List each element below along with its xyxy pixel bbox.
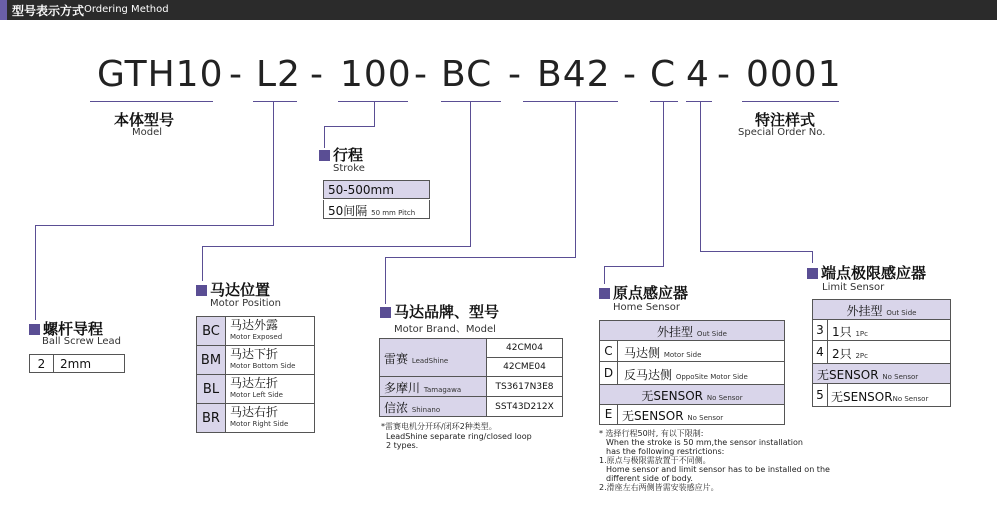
connector-home-sensor <box>604 266 664 267</box>
stroke-pitch-cn: 50间隔 <box>328 204 368 218</box>
motor-brand-title-en: Motor Brand、Model <box>394 324 496 335</box>
brand-note-en: 2 types. <box>386 441 419 450</box>
connector-home-sensor <box>663 101 664 267</box>
stroke-pitch-cell <box>323 200 430 219</box>
connector-lead <box>273 101 274 226</box>
brand-cell-tamagawa <box>379 376 487 397</box>
home-sensor-desc-cn: 无SENSOR <box>622 409 684 423</box>
brand-name-en: Shinano <box>411 406 441 414</box>
connector-stroke <box>374 101 375 127</box>
brand-model-cell <box>486 357 563 377</box>
underline-lead <box>253 101 297 102</box>
brand-model: TS3617N3E8 <box>495 382 554 392</box>
motor-position-desc-en: Motor Bottom Side <box>230 362 296 370</box>
connector-motor-position <box>470 101 471 247</box>
limit-sensor-title <box>807 262 926 283</box>
header-accent <box>0 0 7 20</box>
underline-limit-sensor <box>686 101 712 102</box>
stroke-title-cn: 行程 <box>333 146 364 164</box>
brand-name-cn: 信浓 <box>384 401 409 415</box>
motor-position-desc-cell <box>225 345 315 375</box>
brand-note-en: LeadShine separate ring/closed loop <box>386 432 532 441</box>
limit-sensor-desc-cell <box>827 340 951 364</box>
limit-sensor-desc-en: 1Pc <box>855 330 868 338</box>
code-dash: - <box>717 54 731 95</box>
underline-model <box>90 101 213 102</box>
home-sensor-note-line: Home sensor and limit sensor has to be installed on the <box>606 465 830 474</box>
code-dash: - <box>623 54 637 95</box>
header-title-en: Ordering Method <box>84 4 169 15</box>
home-sensor-code: D <box>603 366 614 380</box>
home-sensor-desc-cell <box>617 361 785 385</box>
brand-model: 42CM04 <box>506 343 543 353</box>
home-sensor-title-en: Home Sensor <box>613 302 680 313</box>
code-lead: L2 <box>256 54 301 95</box>
home-sensor-none-cn: 无SENSOR <box>641 389 703 403</box>
bullet-icon <box>380 307 391 318</box>
home-sensor-note-line: 1.原点与极限需放置于不同侧。 <box>599 456 711 465</box>
underline-motor-brand <box>523 101 618 102</box>
stroke-pitch-en: 50 mm Pitch <box>371 209 416 217</box>
home-sensor-code-cell <box>599 340 618 362</box>
special-label-en: Special Order No. <box>738 127 826 138</box>
home-sensor-none-head-cell <box>599 384 785 405</box>
home-sensor-title-cn: 原点感应器 <box>613 284 689 302</box>
code-special: 0001 <box>746 54 842 95</box>
code-motor-position: BC <box>441 54 493 95</box>
motor-position-title-en: Motor Position <box>210 298 282 309</box>
lead-code: 2 <box>37 357 46 371</box>
home-sensor-none-en: No Sensor <box>706 394 743 402</box>
limit-sensor-none-cn: 无SENSOR <box>817 368 879 382</box>
code-home-sensor: C <box>650 54 677 95</box>
connector-stroke <box>324 126 375 127</box>
limit-sensor-none-head-cell <box>812 363 951 384</box>
connector-limit-sensor <box>700 101 701 252</box>
brand-cell-leadshine <box>379 338 487 377</box>
bullet-icon <box>599 288 610 299</box>
limit-sensor-code-cell <box>812 340 828 364</box>
brand-name-en: LeadShine <box>411 357 449 365</box>
connector-lead <box>35 225 36 320</box>
code-dash: - <box>414 54 428 95</box>
brand-note-cn: *雷赛电机分开环/闭环2种类型。 <box>381 422 497 431</box>
underline-stroke <box>338 101 408 102</box>
connector-motor-brand <box>575 101 576 258</box>
motor-position-code-cell: BC <box>196 316 226 346</box>
code-dash: - <box>508 54 522 95</box>
lead-code-cell <box>29 354 54 373</box>
stroke-title-en: Stroke <box>333 163 365 174</box>
connector-motor-brand <box>385 257 386 304</box>
limit-sensor-desc-cn: 2只 <box>832 347 852 361</box>
underline-special <box>742 101 839 102</box>
limit-sensor-desc-cn: 1只 <box>832 325 852 339</box>
motor-position-desc-cn: 马达左折 <box>230 376 279 390</box>
motor-position-desc-cn: 马达外露 <box>230 318 279 332</box>
home-sensor-note-line: * 选择行程50时, 有以下限制: <box>599 429 704 438</box>
lead-value-cell <box>53 354 125 373</box>
home-sensor-desc-en: OppoSite Motor Side <box>675 373 748 381</box>
home-sensor-desc-en: No Sensor <box>687 414 724 422</box>
limit-sensor-desc-cell <box>827 383 951 407</box>
motor-position-desc-cell <box>225 374 315 404</box>
bullet-icon <box>196 285 207 296</box>
home-sensor-desc-cell <box>617 404 785 425</box>
brand-name-cn: 多摩川 <box>384 381 421 395</box>
limit-sensor-none-en: No Sensor <box>882 373 919 381</box>
home-sensor-code-cell <box>599 404 618 425</box>
limit-sensor-desc-cell <box>827 319 951 341</box>
bullet-icon <box>29 324 40 335</box>
home-sensor-note-line: When the stroke is 50 mm,the sensor installation <box>606 438 803 447</box>
underline-motor-position <box>441 101 501 102</box>
home-sensor-code-cell <box>599 361 618 385</box>
motor-position-desc-cn: 马达右折 <box>230 405 279 419</box>
stroke-range-cell <box>323 180 430 199</box>
limit-sensor-title-en: Limit Sensor <box>822 282 885 293</box>
underline-home-sensor <box>650 101 678 102</box>
limit-sensor-head-cn: 外挂型 <box>846 304 883 318</box>
motor-position-desc-en: Motor Right Side <box>230 420 289 428</box>
motor-position-code-cell: BR <box>196 403 226 433</box>
stroke-range: 50-500mm <box>328 183 394 197</box>
code-dash: - <box>310 54 324 95</box>
motor-brand-title-cn: 马达品牌、型号 <box>394 303 500 321</box>
motor-position-desc-en: Motor Exposed <box>230 333 283 341</box>
code-stroke: 100 <box>340 54 412 95</box>
header-title-cn: 型号表示方式 <box>12 4 85 18</box>
brand-model-cell <box>486 396 563 417</box>
motor-position-desc-cell <box>225 403 315 433</box>
bullet-icon <box>807 268 818 279</box>
home-sensor-head-cell <box>599 320 785 341</box>
home-sensor-desc-cell <box>617 340 785 362</box>
limit-sensor-desc-cn: 无SENSOR <box>831 390 893 404</box>
model-label-cn: 本体型号 <box>114 111 175 129</box>
connector-motor-position <box>202 246 203 281</box>
limit-sensor-desc-en: No Sensor <box>892 395 929 403</box>
motor-brand-title <box>380 301 499 322</box>
lead-title-cn: 螺杆导程 <box>43 320 104 338</box>
code-motor-brand: B42 <box>537 54 611 95</box>
brand-name-cn: 雷赛 <box>384 352 409 366</box>
code-limit-sensor: 4 <box>686 54 710 95</box>
lead-value: 2mm <box>60 357 92 371</box>
connector-motor-position <box>202 246 471 247</box>
home-sensor-desc-cn: 马达侧 <box>624 346 661 360</box>
home-sensor-title <box>599 282 688 303</box>
brand-model: 42CME04 <box>503 362 546 372</box>
limit-sensor-code-cell <box>812 319 828 341</box>
limit-sensor-code: 4 <box>816 345 824 359</box>
home-sensor-desc-cn: 反马达侧 <box>624 368 673 382</box>
home-sensor-head-cn: 外挂型 <box>657 325 694 339</box>
home-sensor-note-line: different side of body. <box>606 474 693 483</box>
motor-position-desc-en: Motor Left Side <box>230 391 283 399</box>
model-label-en: Model <box>132 127 163 138</box>
limit-sensor-code: 3 <box>816 323 824 337</box>
limit-sensor-desc-en: 2Pc <box>855 352 868 360</box>
brand-name-en: Tamagawa <box>423 386 462 394</box>
bullet-icon <box>319 150 330 161</box>
home-sensor-code: C <box>604 344 613 358</box>
limit-sensor-head-en: Out Side <box>886 309 917 317</box>
home-sensor-code: E <box>604 407 613 421</box>
brand-model-cell <box>486 338 563 358</box>
motor-position-title-cn: 马达位置 <box>210 281 271 299</box>
limit-sensor-code: 5 <box>816 388 824 402</box>
brand-cell-shinano <box>379 396 487 417</box>
limit-sensor-title-cn: 端点极限感应器 <box>821 264 927 282</box>
connector-lead <box>35 225 274 226</box>
brand-model: SST43D212X <box>495 402 554 412</box>
motor-position-code-cell: BM <box>196 345 226 375</box>
motor-position-title <box>196 279 270 300</box>
brand-model-cell <box>486 376 563 397</box>
limit-sensor-head-cell <box>812 299 951 320</box>
connector-limit-sensor <box>700 251 813 252</box>
code-dash: - <box>229 54 243 95</box>
stroke-title <box>319 144 363 165</box>
limit-sensor-code-cell <box>812 383 828 407</box>
motor-position-desc-cn: 马达下折 <box>230 347 279 361</box>
code-model: GTH10 <box>97 54 224 95</box>
lead-title-en: Ball Screw Lead <box>42 336 121 347</box>
special-label-cn: 特注样式 <box>755 111 816 129</box>
home-sensor-note-line: has the following restrictions: <box>606 447 725 456</box>
home-sensor-desc-en: Motor Side <box>663 351 702 359</box>
motor-position-desc-cell <box>225 316 315 346</box>
connector-motor-brand <box>385 257 576 258</box>
home-sensor-head-en: Out Side <box>696 330 727 338</box>
home-sensor-note-line: 2.滑座左右两侧皆需安装感应片。 <box>599 483 719 492</box>
motor-position-code-cell: BL <box>196 374 226 404</box>
